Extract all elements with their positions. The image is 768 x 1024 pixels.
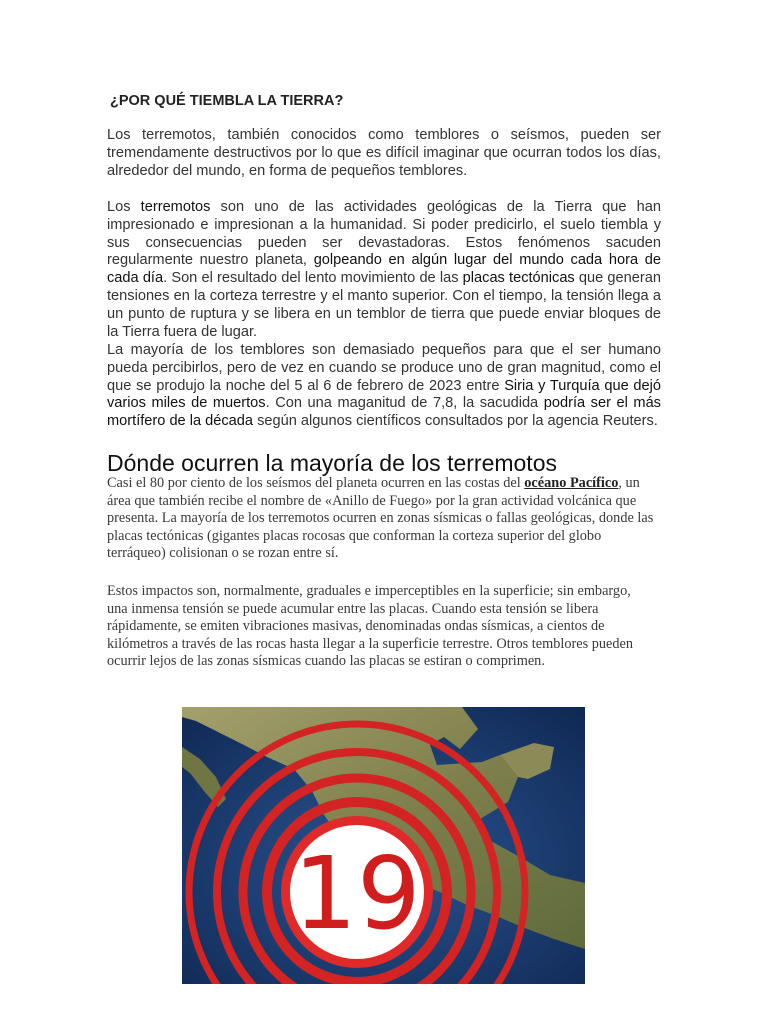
intro-paragraph: Los terremotos, también conocidos como temblores o seísmos, pueden ser tremendamente destructivos por lo que es difícil imaginar que ocurran todos los días, alrededor del mundo, en forma de pequeños temblores.: [107, 127, 661, 179]
text-run: . Con una maganitud de 7,8, la sacudida: [265, 395, 544, 412]
highlight-frequency: golpeando en algún lugar del mundo cada hora de cada día: [107, 252, 661, 287]
text-run: La mayoría de los temblores son demasiado pequeños para que el ser humano pueda percibirlos, pero de vez en cuando se produce uno de gran magnitud, como el que se produjo la noche del 5 al 6 de febrero de 2023 entre: [107, 342, 661, 394]
highlight-siria: Siria y Turquía que dejó varios miles de muertos: [107, 377, 661, 412]
highlight-placas: placas tectónicas: [462, 270, 575, 287]
text-run: son uno de las actividades geológicas de la Tierra que han impresionado e impresionan a la humanidad. Si poder predicirlo, el suelo tiembla y sus consecuencias pueden ser devastadoras. Estos fenómenos sacuden regularmente nuestro planeta,: [107, 199, 662, 269]
page-title: ¿POR QUÉ TIEMBLA LA TIERRA?: [110, 93, 344, 109]
paragraph-impactos: Estos impactos son, normalmente, graduales e imperceptibles en la superficie; sin embargo, una inmensa tensión se puede acumular entre las placas. Cuando esta tensión se libera rápidamente, se emiten vibraciones masivas, denominadas ondas sísmicas, a cientos de kilómetros a través de las rocas hasta llegar a la superficie terrestre. Otros temblores pueden ocurrir lejos de las zonas sísmicas cuando las placas se estiran o comprimen.: [107, 583, 633, 670]
highlight-mortifero: podría ser el más mortífero de la década: [107, 395, 661, 430]
text-run: , un área que también recibe el nombre de «Anillo de Fuego» por la gran actividad volcánica que presenta. La mayoría de los terremotos ocurren en zonas sísmicas o fallas geológicas, donde las placas tectónicas (gigantes placas rocosas que conforman la corteza superior del globo terráqueo) colisionan o se rozan entre sí.: [107, 475, 654, 562]
paragraph-pacifico: [107, 475, 655, 563]
map-illustration: [182, 707, 585, 984]
text-run: según algunos científicos consultados por la agencia Reuters.: [253, 413, 658, 430]
text-run: Casi el 80 por ciento de los seísmos del planeta ocurren en las costas del: [107, 475, 525, 491]
figure-number: 19: [293, 835, 421, 952]
paragraph-magnitud: [107, 342, 661, 431]
text-run: . Son el resultado del lento movimiento de las: [163, 270, 463, 287]
text-run: que generan tensiones en la corteza terrestre y el manto superior. Con el tiempo, la tensión llega a un punto de ruptura y se libera en un temblor de tierra que puede enviar bloques de la Tierra fuera de lugar.: [107, 270, 661, 340]
paragraph-terremotos: [107, 199, 661, 341]
earthquake-map-image: [182, 707, 585, 984]
oceano-pacifico-link[interactable]: océano Pacífico: [524, 475, 619, 491]
section-heading: Dónde ocurren la mayoría de los terremotos: [107, 450, 557, 476]
highlight-terremotos: terremotos: [140, 199, 211, 215]
text-run: Los: [107, 199, 141, 215]
